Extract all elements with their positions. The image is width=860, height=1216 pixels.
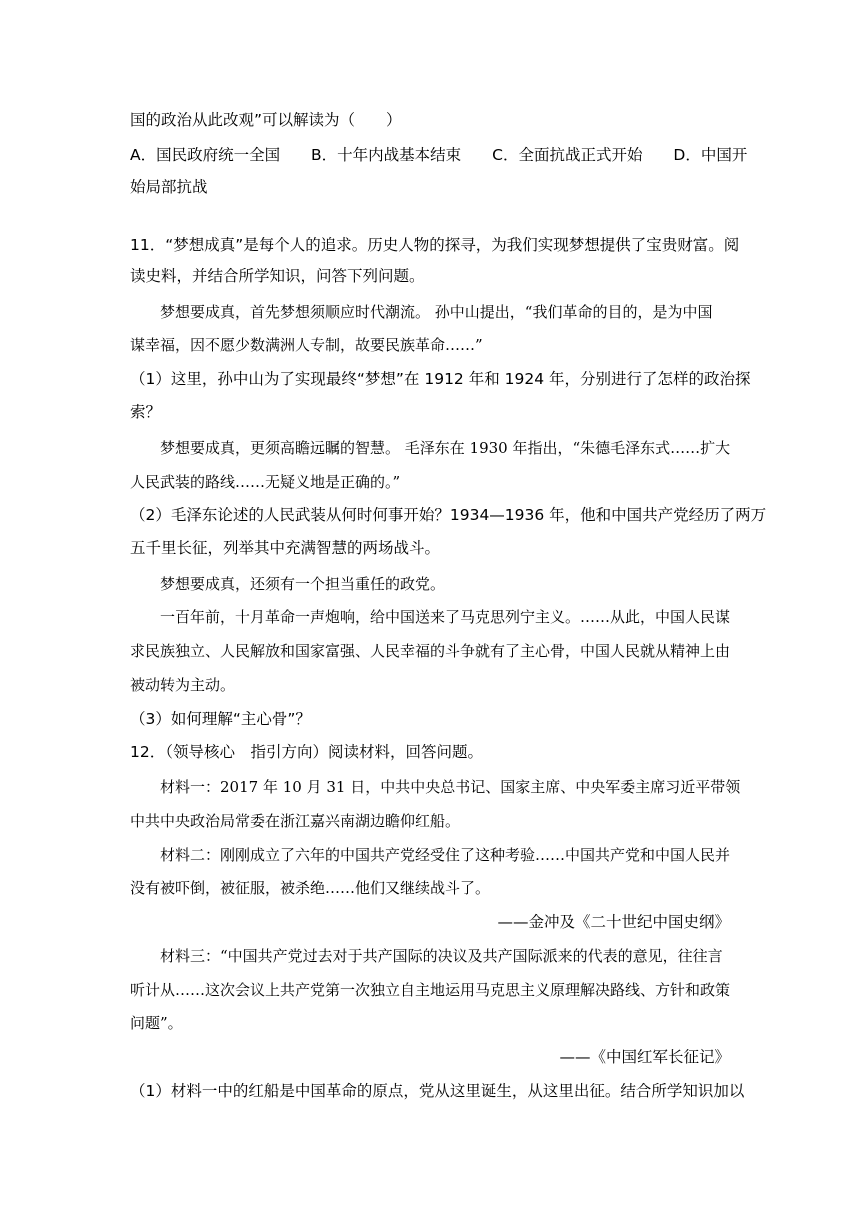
q10-options xyxy=(130,145,748,165)
q12-material3-line2: 听计从……这次会议上共产党第一次独立自主地运用马克思主义原理解决路线、方针和政策 xyxy=(130,981,731,999)
q11-material1-line1: 梦想要成真，首先梦想须顺应时代潮流。 孙中山提出，“我们革命的目的，是为中国 xyxy=(160,303,713,321)
q11-sub3: （3）如何理解“主心骨”？ xyxy=(130,710,311,728)
q11-material4-line1: 一百年前，十月革命一声炮响，给中国送来了马克思列宁主义。……从此，中国人民谋 xyxy=(160,608,731,626)
q12-material2-line1: 材料二：刚刚成立了六年的中国共产党经受住了这种考验……中国共产党和中国人民并 xyxy=(160,846,731,864)
q11-material3-line1: 梦想要成真，还须有一个担当重任的政党。 xyxy=(160,575,446,593)
q11-sub2-line2: 五千里长征，列举其中充满智慧的两场战斗。 xyxy=(130,539,441,557)
q11-stem-line2: 读史料，并结合所学知识，问答下列问题。 xyxy=(130,267,425,285)
q12-stem: 12．（领导核心 指引方向）阅读材料，回答问题。 xyxy=(130,743,483,761)
q11-stem-line1: 11．“梦想成真”是每个人的追求。历史人物的探寻，为我们实现梦想提供了宝贵财富。阅 xyxy=(130,236,740,254)
q11-material4-line3: 被动转为主动。 xyxy=(130,676,236,694)
q10-option-c: C．全面抗战正式开始 xyxy=(492,146,643,164)
q10-option-a: A．国民政府统一全国 xyxy=(130,146,281,164)
q12-sub1-line1: （1）材料一中的红船是中国革命的原点，党从这里诞生，从这里出征。结合所学知识加以 xyxy=(130,1082,745,1100)
q10-option-d: D．中国开 xyxy=(673,146,748,164)
q12-material3-line1: 材料三：“中国共产党过去对于共产国际的决议及共产国际派来的代表的意见，往往言 xyxy=(160,947,723,965)
q12-material1-line1: 材料一：2017 年 10 月 31 日，中共中央总书记、国家主席、中央军委主席习近平带领 xyxy=(160,778,741,796)
q11-sub1-line1: （1）这里，孙中山为了实现最终“梦想”在 1912 年和 1924 年，分别进行了怎样的政治探 xyxy=(130,370,751,388)
q11-material2-line1: 梦想要成真，更须高瞻远瞩的智慧。 毛泽东在 1930 年指出，“朱德毛泽东式……扩大 xyxy=(160,439,731,457)
q11-material2-line2: 人民武装的路线……无疑义地是正确的。” xyxy=(130,473,401,491)
q10-option-d-cont: 始局部抗战 xyxy=(130,178,208,196)
q12-material2-line2: 没有被吓倒，被征服，被杀绝……他们又继续战斗了。 xyxy=(130,879,491,897)
q12-material3-line3: 问题”。 xyxy=(130,1014,183,1032)
q11-sub2-line1: （2）毛泽东论述的人民武装从何时何事开始？1934—1936 年，他和中国共产党经历了两万 xyxy=(130,506,767,524)
q11-material1-line2: 谋幸福，因不愿少数满洲人专制，故要民族革命……” xyxy=(130,336,483,354)
q10-option-b: B．十年内战基本结束 xyxy=(311,146,462,164)
q12-material3-source: ——《中国红军长征记》 xyxy=(559,1048,730,1066)
q11-sub1-line2: 索？ xyxy=(130,403,162,421)
q10-stem-tail: 国的政治从此改观”可以解读为（ ） xyxy=(130,111,402,129)
q12-material2-source: ——金冲及《二十世纪中国史纲》 xyxy=(497,913,730,931)
q11-material4-line2: 求民族独立、人民解放和国家富强、人民幸福的斗争就有了主心骨，中国人民就从精神上由 xyxy=(130,642,731,660)
q12-material1-line2: 中共中央政治局常委在浙江嘉兴南湖边瞻仰红船。 xyxy=(130,812,461,830)
